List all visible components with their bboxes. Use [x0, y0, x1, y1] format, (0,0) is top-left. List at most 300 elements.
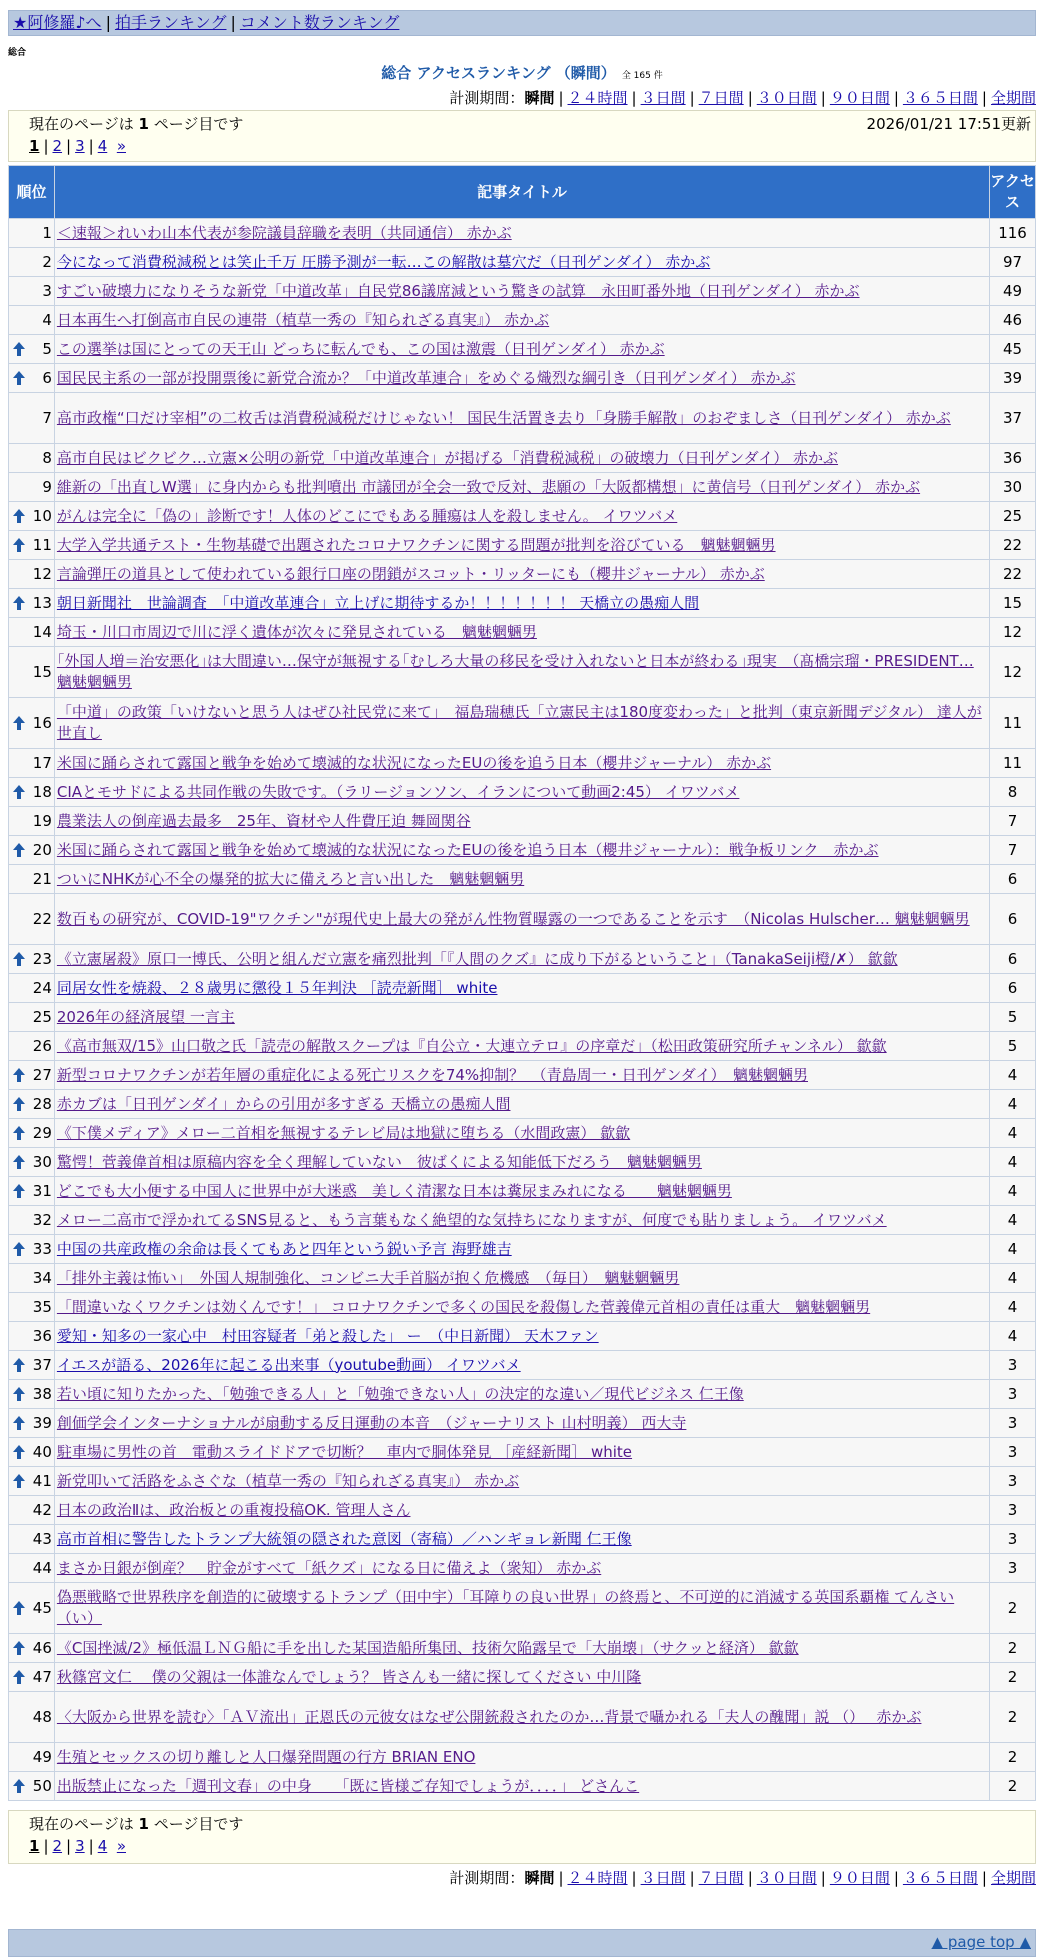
- article-title-link[interactable]: 国民民主系の一部が投開票後に新党合流か？「中道改革連合」をめぐる熾烈な綱引き（日刊ゲンダイ） 赤かぶ: [56, 368, 796, 387]
- access-count: 5: [990, 1003, 1036, 1032]
- pagination: [29, 1837, 126, 1855]
- rank-up-arrow-icon: [12, 1473, 26, 1489]
- article-title-link[interactable]: 維新の「出直しW選」に身内からも批判噴出 市議団が全会一致で反対、悲願の「大阪都構想」に黄信号（日刊ゲンダイ） 赤かぶ: [56, 477, 921, 496]
- access-count: 11: [990, 749, 1036, 778]
- rank-up-arrow-icon: [12, 1357, 26, 1373]
- access-count: 37: [990, 393, 1036, 444]
- title-cell: [54, 1583, 989, 1634]
- access-count: 2: [990, 1772, 1036, 1801]
- period-separator: |: [558, 1869, 564, 1887]
- ranking-table: [8, 165, 1036, 1801]
- rank-cell: [9, 778, 55, 807]
- rank-cell: [9, 1206, 55, 1235]
- rank-cell: [9, 560, 55, 589]
- table-row: [9, 248, 1036, 277]
- period-option-link[interactable]: ７日間: [698, 1869, 744, 1887]
- rank-cell: [9, 1061, 55, 1090]
- period-option-link[interactable]: ３０日間: [756, 1869, 817, 1887]
- article-title-link[interactable]: ついにNHKが心不全の爆発的拡大に備えろと言い出した 魑魅魍魎男: [56, 869, 525, 888]
- pagination-page-link[interactable]: 2: [52, 1837, 63, 1855]
- article-title-link[interactable]: 農業法人の倒産過去最多 25年、資材や人件費圧迫 舞岡関谷: [56, 811, 471, 830]
- table-row: [9, 589, 1036, 618]
- title-cell: [54, 647, 989, 698]
- rank-number: 19: [32, 811, 52, 830]
- table-row: [9, 444, 1036, 473]
- article-title-link[interactable]: 愛知・知多の一家心中 村田容疑者「弟と殺した」 ー （中日新聞） 天木ファン: [56, 1326, 599, 1345]
- table-row: [9, 894, 1036, 945]
- rank-cell: [9, 1235, 55, 1264]
- access-count: 2: [990, 1583, 1036, 1634]
- article-title-link[interactable]: 《立憲屠殺》原口一博氏、公明と組んだ立憲を痛烈批判「『人間のクズ』に成り下がるということ」（TanakaSeiji橙/✗） 歙歙: [56, 949, 898, 968]
- header-rank: 順位: [9, 166, 55, 219]
- rank-number: 18: [32, 782, 52, 801]
- article-title-link[interactable]: 日本の政治Ⅱは、政治板との重複投稿OK. 管理人さん: [56, 1500, 411, 1519]
- page-title: [0, 62, 1044, 83]
- rank-number: 13: [32, 593, 52, 612]
- table-row: [9, 364, 1036, 393]
- article-title-link[interactable]: 高市政権“口だけ宰相”の二枚舌は消費税減税だけじゃない！ 国民生活置き去り「身勝手解散」のおぞましさ（日刊ゲンダイ） 赤かぶ: [56, 408, 951, 427]
- period-option-link[interactable]: ９０日間: [829, 89, 890, 107]
- rank-cell: [9, 248, 55, 277]
- access-count: 15: [990, 589, 1036, 618]
- article-title-link[interactable]: 《C国挫滅/2》極低温ＬＮＧ船に手を出した某国造船所集団、技術欠陥露呈で「大崩壊」（サクッと経済） 歙歙: [56, 1638, 799, 1657]
- article-title-link[interactable]: 創価学会インターナショナルが扇動する反日運動の本音 （ジャーナリスト 山村明義） 西大寺: [56, 1413, 687, 1432]
- rank-up-arrow-icon: [12, 1241, 26, 1257]
- pagination-page-link[interactable]: 3: [75, 137, 85, 155]
- table-row: [9, 393, 1036, 444]
- title-cell: [54, 1351, 989, 1380]
- article-title-link[interactable]: 今になって消費税減税とは笑止千万 圧勝予測が一転…この解散は墓穴だ（日刊ゲンダイ） 赤かぶ: [56, 252, 711, 271]
- access-count: 12: [990, 647, 1036, 698]
- article-title-link[interactable]: ＜速報＞れいわ山本代表が参院議員辞職を表明（共同通信） 赤かぶ: [56, 223, 512, 242]
- rank-cell: [9, 1692, 55, 1743]
- title-cell: [54, 1090, 989, 1119]
- title-cell: [54, 560, 989, 589]
- rank-up-arrow-icon: [12, 1444, 26, 1460]
- rank-cell: [9, 393, 55, 444]
- period-option-link[interactable]: ３６５日間: [902, 1869, 978, 1887]
- rank-cell: [9, 1525, 55, 1554]
- access-count: 22: [990, 531, 1036, 560]
- rank-cell: [9, 1148, 55, 1177]
- rank-number: 46: [32, 1638, 52, 1657]
- article-title-link[interactable]: 生殖とセックスの切り離しと人口爆発問題の行方 BRIAN ENO: [56, 1747, 476, 1766]
- header-access: アクセス: [990, 166, 1036, 219]
- article-title-link[interactable]: 「排外主義は怖い」 外国人規制強化、コンビニ大手首脳が抱く危機感 （毎日） 魑魅魍魎男: [56, 1268, 680, 1287]
- period-separator: |: [631, 89, 637, 107]
- rank-number: 34: [32, 1268, 52, 1287]
- table-row: [9, 1119, 1036, 1148]
- period-option-link[interactable]: ７日間: [698, 89, 744, 107]
- article-title-link[interactable]: メロー二高市で浮かれてるSNS見ると、もう言葉もなく絶望的な気持ちになりますが、何度でも貼りましょう。 イワツバメ: [56, 1210, 887, 1229]
- period-separator: |: [558, 89, 564, 107]
- access-count: 97: [990, 248, 1036, 277]
- rank-number: 12: [32, 564, 52, 583]
- current-page-prefix: 現在のページは: [29, 115, 139, 133]
- article-title-link[interactable]: CIAとモサドによる共同作戦の失敗です。（ラリージョンソン、イランについて動画2:45） イワツバメ: [56, 782, 740, 801]
- pagination-next-link[interactable]: »: [116, 1837, 126, 1855]
- rank-number: 20: [32, 840, 52, 859]
- article-title-link[interactable]: 米国に踊らされて露国と戦争を始めて壊滅的な状況になったEUの後を追う日本（櫻井ジャーナル）：戦争板リンク 赤かぶ: [56, 840, 879, 859]
- title-cell: [54, 531, 989, 560]
- rank-up-arrow-icon: [12, 537, 26, 553]
- rank-up-arrow-icon: [12, 842, 26, 858]
- pagination-separator: |: [66, 137, 72, 155]
- pagination-page-link[interactable]: 4: [97, 137, 108, 155]
- table-row: [9, 1061, 1036, 1090]
- title-cell: [54, 1235, 989, 1264]
- rank-number: 14: [32, 622, 52, 641]
- access-count: 4: [990, 1148, 1036, 1177]
- table-row: [9, 1496, 1036, 1525]
- access-count: 6: [990, 974, 1036, 1003]
- rank-cell: [9, 589, 55, 618]
- rank-number: 2: [42, 252, 52, 271]
- table-row: [9, 1554, 1036, 1583]
- article-title-link[interactable]: まさか日銀が倒産？ 貯金がすべて「紙クズ」になる日に備えよ（衆知） 赤かぶ: [56, 1558, 602, 1577]
- rank-number: 27: [32, 1065, 52, 1084]
- title-cell: [54, 1409, 989, 1438]
- rank-up-arrow-icon: [12, 1067, 26, 1083]
- period-separator: |: [820, 89, 826, 107]
- access-count: 4: [990, 1264, 1036, 1293]
- article-title-link[interactable]: 〈大阪から世界を読む〉「ＡＶ流出」正恩氏の元彼女はなぜ公開銃殺されたのか…背景で囁かれる「夫人の醜聞」説 （） 赤かぶ: [56, 1707, 922, 1726]
- rank-cell: [9, 1467, 55, 1496]
- access-count: 25: [990, 502, 1036, 531]
- nav-link-comment-ranking[interactable]: コメント数ランキング: [239, 13, 400, 32]
- rank-cell: [9, 647, 55, 698]
- rank-number: 7: [42, 408, 52, 427]
- title-cell: [54, 1525, 989, 1554]
- rank-cell: [9, 749, 55, 778]
- rank-number: 48: [32, 1707, 52, 1726]
- title-cell: [54, 1438, 989, 1467]
- rank-cell: [9, 698, 55, 749]
- article-title-link[interactable]: 米国に踊らされて露国と戦争を始めて壊滅的な状況になったEUの後を追う日本（櫻井ジャーナル） 赤かぶ: [56, 753, 772, 772]
- access-count: 4: [990, 1235, 1036, 1264]
- article-title-link[interactable]: 同居女性を焼殺、２８歳男に懲役１５年判決 ［読売新聞］ white: [56, 978, 498, 997]
- pagination-separator: |: [88, 1837, 94, 1855]
- rank-cell: [9, 1264, 55, 1293]
- rank-number: 16: [32, 713, 52, 732]
- pagination-current: 1: [29, 137, 40, 155]
- access-count: 4: [990, 1061, 1036, 1090]
- rank-up-arrow-icon: [12, 784, 26, 800]
- rank-number: 24: [32, 978, 52, 997]
- rank-up-arrow-icon: [12, 1640, 26, 1656]
- rank-up-arrow-icon: [12, 951, 26, 967]
- period-option-link[interactable]: ３日間: [640, 1869, 686, 1887]
- title-cell: [54, 945, 989, 974]
- period-separator: |: [893, 1869, 899, 1887]
- table-row: [9, 531, 1036, 560]
- title-cell: [54, 1148, 989, 1177]
- rank-number: 1: [42, 223, 52, 242]
- table-row: [9, 1032, 1036, 1061]
- rank-cell: [9, 1322, 55, 1351]
- period-option-link[interactable]: ３日間: [640, 89, 686, 107]
- table-row: [9, 618, 1036, 647]
- article-title-link[interactable]: 埼玉・川口市周辺で川に浮く遺体が次々に発見されている 魑魅魍魎男: [56, 622, 537, 641]
- rank-number: 4: [42, 310, 52, 329]
- period-option-link[interactable]: 全期間: [990, 1869, 1036, 1887]
- rank-number: 36: [32, 1326, 52, 1345]
- current-page-suffix: ページ目です: [148, 1815, 244, 1833]
- pagination-page-link[interactable]: 3: [75, 1837, 85, 1855]
- article-title-link[interactable]: 若い頃に知りたかった、「勉強できる人」と「勉強できない人」の決定的な違い／現代ビジネス 仁王像: [56, 1384, 744, 1403]
- current-page-text: [29, 1813, 243, 1834]
- article-title-link[interactable]: 高市首相に警告したトランプ大統領の隠された意図（寄稿）／ハンギョレ新聞 仁王像: [56, 1529, 632, 1548]
- bottom-bar: [8, 1929, 1036, 1957]
- access-count: 3: [990, 1496, 1036, 1525]
- article-title-link[interactable]: 秋篠宮文仁 僕の父親は一体誰なんでしょう？ 皆さんも一緒に探してください 中川隆: [56, 1667, 642, 1686]
- access-count: 30: [990, 473, 1036, 502]
- article-title-link[interactable]: イエスが語る、2026年に起こる出来事（youtube動画） イワツバメ: [56, 1355, 521, 1374]
- rank-number: 42: [32, 1500, 52, 1519]
- page-top-link[interactable]: ▲ page top ▲: [931, 1933, 1031, 1951]
- rank-number: 45: [32, 1598, 52, 1617]
- access-count: 3: [990, 1409, 1036, 1438]
- rank-cell: [9, 865, 55, 894]
- period-option-link[interactable]: ２４時間: [567, 89, 628, 107]
- rank-up-arrow-icon: [12, 370, 26, 386]
- title-cell: [54, 894, 989, 945]
- access-count: 4: [990, 1293, 1036, 1322]
- rank-number: 26: [32, 1036, 52, 1055]
- rank-number: 28: [32, 1094, 52, 1113]
- rank-cell: [9, 1351, 55, 1380]
- table-row: [9, 1525, 1036, 1554]
- category-label: 総合: [8, 48, 27, 58]
- title-cell: [54, 1264, 989, 1293]
- period-current: 瞬間: [524, 89, 555, 107]
- article-title-link[interactable]: この選挙は国にとっての天王山 どっちに転んでも、この国は激震（日刊ゲンダイ） 赤かぶ: [56, 339, 665, 358]
- access-count: 3: [990, 1554, 1036, 1583]
- title-cell: [54, 1692, 989, 1743]
- rank-cell: [9, 1663, 55, 1692]
- access-count: 4: [990, 1322, 1036, 1351]
- rank-number: 49: [32, 1747, 52, 1766]
- nav-link-asyura[interactable]: ★阿修羅♪へ: [13, 13, 102, 32]
- rank-up-arrow-icon: [12, 1600, 26, 1616]
- rank-up-arrow-icon: [12, 1154, 26, 1170]
- updated-timestamp: 2026/01/21 17:51更新: [866, 115, 1031, 133]
- article-title-link[interactable]: 「間違いなくワクチンは効くんです！」 コロナワクチンで多くの国民を殺傷した菅義偉元首相の責任は重大 魑魅魍魎男: [56, 1297, 871, 1316]
- article-title-link[interactable]: 《下僕メディア》メロー二首相を無視するテレビ局は地獄に堕ちる（水間政憲） 歙歙: [56, 1123, 631, 1142]
- rank-cell: [9, 473, 55, 502]
- access-count: 6: [990, 894, 1036, 945]
- article-title-link[interactable]: 驚愕！菅義偉首相は原稿内容を全く理解していない 彼ばくによる知能低下だろう 魑魅魍魎男: [56, 1152, 702, 1171]
- current-page-text: [29, 113, 243, 134]
- article-title-link[interactable]: 中国の共産政権の余命は長くてもあと四年という鋭い予言 海野雄吉: [56, 1239, 512, 1258]
- pagination-separator: |: [43, 137, 49, 155]
- access-count: 36: [990, 444, 1036, 473]
- page-status-bottom: [8, 1810, 1036, 1864]
- rank-number: 41: [32, 1471, 52, 1490]
- rank-up-arrow-icon: [12, 1778, 26, 1794]
- article-title-link[interactable]: 言論弾圧の道具として使われている銀行口座の閉鎖がスコット・リッターにも（櫻井ジャーナル） 赤かぶ: [56, 564, 765, 583]
- total-count: 全 165 件: [621, 71, 663, 81]
- article-title-link[interactable]: 新党叩いて活路をふさぐな（植草一秀の『知られざる真実』） 赤かぶ: [56, 1471, 520, 1490]
- rank-number: 38: [32, 1384, 52, 1403]
- access-count: 4: [990, 1090, 1036, 1119]
- period-option-link[interactable]: ３０日間: [756, 89, 817, 107]
- rank-number: 43: [32, 1529, 52, 1548]
- period-separator: |: [981, 89, 987, 107]
- article-title-link[interactable]: 「中道」の政策「いけないと思う人はぜひ社民党に来て」 福島瑞穂氏「立憲民主は180度変わった」と批判（東京新聞デジタル） 達人が世直し: [56, 703, 982, 742]
- rank-number: 50: [32, 1776, 52, 1795]
- article-title-link[interactable]: どこでも大小便する中国人に世界中が大迷惑 美しく清潔な日本は糞尿まみれになる 魑魅魍魎男: [56, 1181, 732, 1200]
- rank-number: 9: [42, 477, 52, 496]
- article-title-link[interactable]: 赤カブは「日刊ゲンダイ」からの引用が多すぎる 天橋立の愚痴人間: [56, 1094, 511, 1113]
- title-cell: [54, 1322, 989, 1351]
- title-cell: [54, 589, 989, 618]
- rank-number: 21: [32, 869, 52, 888]
- rank-up-arrow-icon: [12, 341, 26, 357]
- access-count: 6: [990, 865, 1036, 894]
- rank-cell: [9, 1003, 55, 1032]
- article-title-link[interactable]: 《高市無双/15》山口敬之氏「読売の解散スクープは『自公立・大連立テロ』の序章だ」（松田政策研究所チャンネル） 歙歙: [56, 1036, 887, 1055]
- article-title-link[interactable]: がんは完全に「偽の」診断です！人体のどこにでもある腫瘍は人を殺しません。 イワツバメ: [56, 506, 678, 525]
- period-option-link[interactable]: ２４時間: [567, 1869, 628, 1887]
- pagination: [29, 137, 126, 155]
- table-row: [9, 974, 1036, 1003]
- access-count: 46: [990, 306, 1036, 335]
- rank-number: 32: [32, 1210, 52, 1229]
- rank-number: 29: [32, 1123, 52, 1142]
- pagination-page-link[interactable]: 4: [97, 1837, 108, 1855]
- table-row: [9, 807, 1036, 836]
- article-title-link[interactable]: 大学入学共通テスト・生物基礎で出題されたコロナワクチンに関する問題が批判を浴びている 魑魅魍魎男: [56, 535, 776, 554]
- article-title-link[interactable]: 高市自民はビクビク…立憲×公明の新党「中道改革連合」が掲げる「消費税減税」の破壊力（日刊ゲンダイ） 赤かぶ: [56, 448, 839, 467]
- rank-number: 40: [32, 1442, 52, 1461]
- article-title-link[interactable]: 朝日新聞社 世論調査 「中道改革連合」立上げに期待するか！！！！！！！ 天橋立の愚痴人間: [56, 593, 700, 612]
- period-separator: |: [981, 1869, 987, 1887]
- table-row: [9, 219, 1036, 248]
- rank-number: 30: [32, 1152, 52, 1171]
- title-cell: [54, 1496, 989, 1525]
- top-nav-bar: [8, 10, 1036, 36]
- rank-cell: [9, 1772, 55, 1801]
- title-cell: [54, 1061, 989, 1090]
- pagination-next-link[interactable]: »: [116, 137, 126, 155]
- access-count: 6: [990, 945, 1036, 974]
- rank-number: 15: [32, 662, 52, 681]
- rank-cell: [9, 1634, 55, 1663]
- access-count: 39: [990, 364, 1036, 393]
- title-cell: [54, 306, 989, 335]
- rank-cell: [9, 1743, 55, 1772]
- rank-up-arrow-icon: [12, 508, 26, 524]
- rank-number: 22: [32, 909, 52, 928]
- rank-cell: [9, 1583, 55, 1634]
- access-count: 3: [990, 1351, 1036, 1380]
- title-cell: [54, 836, 989, 865]
- access-count: 4: [990, 1177, 1036, 1206]
- pagination-spacer: [107, 1837, 117, 1855]
- access-count: 7: [990, 807, 1036, 836]
- article-title-link[interactable]: 駐車場に男性の首 電動スライドドアで切断？ 車内で胴体発見 ［産経新聞］ white: [56, 1442, 633, 1461]
- title-cell: [54, 1554, 989, 1583]
- access-count: 49: [990, 277, 1036, 306]
- access-count: 4: [990, 1206, 1036, 1235]
- ranking-title: 総合 アクセスランキング （瞬間）: [381, 64, 616, 82]
- title-cell: [54, 1634, 989, 1663]
- article-title-link[interactable]: すごい破壊力になりそうな新党「中道改革」自民党86議席減という驚きの試算 永田町番外地（日刊ゲンダイ） 赤かぶ: [56, 281, 860, 300]
- table-row: [9, 778, 1036, 807]
- rank-cell: [9, 974, 55, 1003]
- title-cell: [54, 502, 989, 531]
- rank-cell: [9, 1438, 55, 1467]
- table-row: [9, 1409, 1036, 1438]
- table-row: [9, 306, 1036, 335]
- table-row: [9, 335, 1036, 364]
- period-option-link[interactable]: 全期間: [990, 89, 1036, 107]
- article-title-link[interactable]: 日本再生へ打倒高市自民の連帯（植草一秀の『知られざる真実』） 赤かぶ: [56, 310, 550, 329]
- access-count: 11: [990, 698, 1036, 749]
- access-count: 2: [990, 1743, 1036, 1772]
- header-title: 記事タイトル: [54, 166, 989, 219]
- table-row: [9, 1177, 1036, 1206]
- table-row: [9, 1634, 1036, 1663]
- rank-up-arrow-icon: [12, 1386, 26, 1402]
- period-separator: |: [747, 1869, 753, 1887]
- rank-cell: [9, 444, 55, 473]
- table-row: [9, 836, 1036, 865]
- rank-cell: [9, 1032, 55, 1061]
- rank-cell: [9, 335, 55, 364]
- table-row: [9, 1743, 1036, 1772]
- rank-number: 5: [42, 339, 52, 358]
- title-cell: [54, 335, 989, 364]
- article-title-link[interactable]: 2026年の経済展望 一言主: [56, 1007, 235, 1026]
- title-cell: [54, 1743, 989, 1772]
- table-row: [9, 1692, 1036, 1743]
- title-cell: [54, 1177, 989, 1206]
- nav-separator: |: [105, 13, 111, 32]
- table-row: [9, 502, 1036, 531]
- article-title-link[interactable]: 新型コロナワクチンが若年層の重症化による死亡リスクを74%抑制？ （青島周一・日刊ゲンダイ） 魑魅魍魎男: [56, 1065, 808, 1084]
- rank-cell: [9, 945, 55, 974]
- article-title-link[interactable]: 数百もの研究が、COVID-19"ワクチン"が現代史上最大の発がん性物質曝露の一つであることを示す （Nicolas Hulscher… 魑魅魍魎男: [56, 909, 970, 928]
- nav-link-applause-ranking[interactable]: 拍手ランキング: [114, 13, 227, 32]
- article-title-link[interactable]: 偽悪戦略で世界秩序を創造的に破壊するトランプ（田中宇）「耳障りの良い世界」の終焉と、不可逆的に消滅する英国系覇権 てんさい（い）: [56, 1588, 955, 1627]
- title-cell: [54, 248, 989, 277]
- rank-cell: [9, 531, 55, 560]
- access-count: 2: [990, 1634, 1036, 1663]
- title-cell: [54, 698, 989, 749]
- rank-cell: [9, 1090, 55, 1119]
- period-option-link[interactable]: ９０日間: [829, 1869, 890, 1887]
- article-title-link[interactable]: 出版禁止になった「週刊文春」の中身 「既に皆様ご存知でしょうが．．．．」 どさんこ: [56, 1776, 640, 1795]
- pagination-separator: |: [66, 1837, 72, 1855]
- nav-separator: |: [230, 13, 236, 32]
- access-count: 3: [990, 1438, 1036, 1467]
- table-row: [9, 1380, 1036, 1409]
- title-cell: [54, 444, 989, 473]
- rank-cell: [9, 1293, 55, 1322]
- rank-cell: [9, 364, 55, 393]
- rank-cell: [9, 894, 55, 945]
- title-cell: [54, 778, 989, 807]
- article-title-link[interactable]: ｢外国人増＝治安悪化｣は大間違い…保守が無視する｢むしろ大量の移民を受け入れないと日本が終わる｣現実 （髙橋宗瑠・PRESIDENT… 魑魅魍魎男: [56, 652, 974, 691]
- period-option-link[interactable]: ３６５日間: [902, 89, 978, 107]
- rank-number: 6: [42, 368, 52, 387]
- rank-number: 37: [32, 1355, 52, 1374]
- title-cell: [54, 277, 989, 306]
- pagination-page-link[interactable]: 2: [52, 137, 63, 155]
- title-cell: [54, 865, 989, 894]
